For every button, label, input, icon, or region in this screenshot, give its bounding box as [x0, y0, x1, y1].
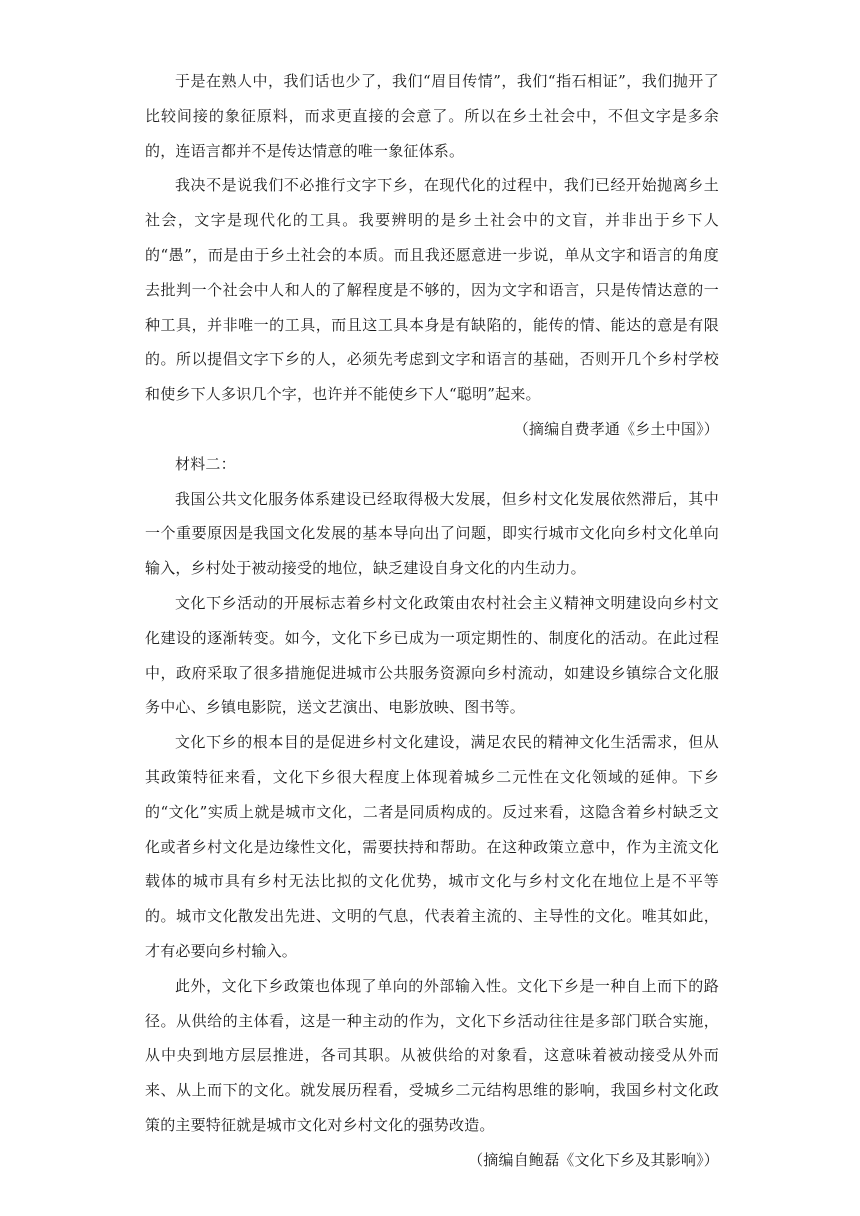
- material-one-source: （摘编自费孝通《乡土中国》）: [513, 419, 719, 438]
- material-two-paragraph-1: 我国公共文化服务体系建设已经取得极大发展，但乡村文化发展依然滞后，其中一个重要原因是我国文化发展的基本导向出了问题，即实行城市文化向乡村文化单向输入，乡村处于被动接受的地位，缺乏建设自身文化的内生动力。: [145, 489, 719, 578]
- material-one-paragraph-2: 我决不是说我们不必推行文字下乡，在现代化的过程中，我们已经开始抛离乡土社会，文字是现代化的工具。我要辨明的是乡土社会中的文盲，并非出于乡下人的“愚”，而是由于乡土社会的本质。而且我还愿意进一步说，单从文字和语言的角度去批判一个社会中人和人的了解程度是不够的，因为文字和语言，只是传情达意的一种工具，并非唯一的工具，而且这工具本身是有缺陷的，能传的情、能达的意是有限的。所以提倡文字下乡的人，必须先考虑到文字和语言的基础，否则开几个乡村学校和使乡下人多识几个字，也许并不能使乡下人“聪明”起来。: [145, 176, 719, 404]
- material-two-paragraph-3: 文化下乡的根本目的是促进乡村文化建设，满足农民的精神文化生活需求，但从其政策特征来看，文化下乡很大程度上体现着城乡二元性在文化领域的延伸。下乡的“文化”实质上就是城市文化，二者是同质构成的。反过来看，这隐含着乡村缺乏文化或者乡村文化是边缘性文化，需要扶持和帮助。在这种政策立意中，作为主流文化载体的城市具有乡村无法比拟的文化优势，城市文化与乡村文化在地位上是不平等的。城市文化散发出先进、文明的气息，代表着主流的、主导性的文化。唯其如此，才有必要向乡村输入。: [145, 733, 719, 960]
- document-body: [145, 64, 719, 1178]
- material-one-paragraph-1: 于是在熟人中，我们话也少了，我们“眉目传情”，我们“指石相证”，我们抛开了比较间接的象征原料，而求更直接的会意了。所以在乡土社会中，不但文字是多余的，连语言都并不是传达情意的唯一象征体系。: [145, 72, 719, 160]
- material-two-paragraph-2: 文化下乡活动的开展标志着乡村文化政策由农村社会主义精神文明建设向乡村文化建设的逐渐转变。如今，文化下乡已成为一项定期性的、制度化的活动。在此过程中，政府采取了很多措施促进城市公共服务资源向乡村流动，如建设乡镇综合文化服务中心、乡镇电影院，送文艺演出、电影放映、图书等。: [145, 593, 719, 717]
- material-two-paragraph-4: 此外，文化下乡政策也体现了单向的外部输入性。文化下乡是一种自上而下的路径。从供给的主体看，这是一种主动的作为，文化下乡活动往往是多部门联合实施，从中央到地方层层推进，各司其职。从被供给的对象看，这意味着被动接受从外而来、从上而下的文化。就发展历程看，受城乡二元结构思维的影响，我国乡村文化政策的主要特征就是城市文化对乡村文化的强势改造。: [145, 976, 719, 1134]
- material-two-heading: 材料二：: [175, 454, 236, 473]
- material-two-source: （摘编自鲍磊《文化下乡及其影响》）: [468, 1150, 719, 1169]
